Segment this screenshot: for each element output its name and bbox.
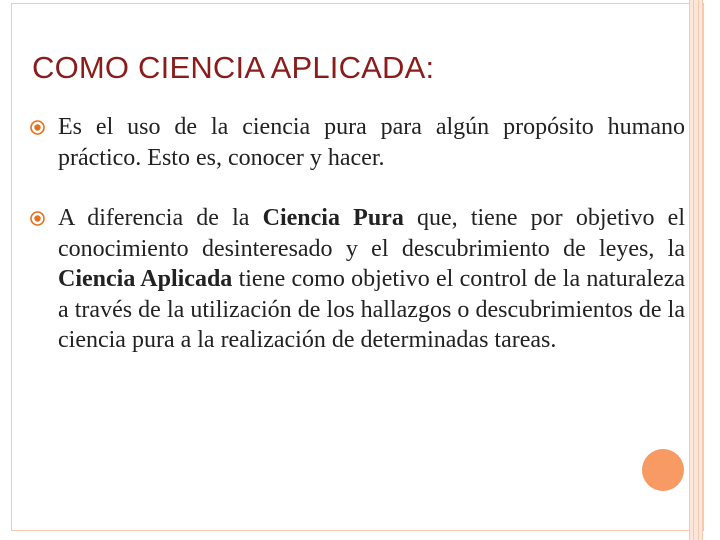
bullet-2-run-1: A diferencia de la [58,205,263,231]
bullet-1-run-1: Es el uso de la ciencia pura para algún propósito humano práctico. Esto es, conocer y hacer. [58,114,685,171]
bullet-text-2 [58,205,685,353]
slide-body [30,112,685,356]
bullet-item-1 [30,112,685,173]
slide-title: COMO CIENCIA APLICADA: [32,50,435,85]
bullet-item-2 [30,203,685,356]
term-ciencia-pura: Ciencia Pura [262,205,404,231]
bullet-icon [30,120,45,135]
bullet-text-1 [58,114,685,171]
term-ciencia-aplicada: Ciencia Aplicada [58,266,233,292]
slide-frame-side-bar [689,0,703,540]
bullet-2-run-5: tiene como objetivo el control de la naturaleza a través de la utilización de los hallazgos o descubrimientos de la ciencia pura a la realización de determinadas tareas. [58,266,685,353]
bullet-2-run-3: que, tiene por objetivo el conocimiento desinteresado y el descubrimiento de leyes, la [58,205,686,262]
decorative-orange-circle [642,449,684,491]
bullet-icon [30,211,45,226]
